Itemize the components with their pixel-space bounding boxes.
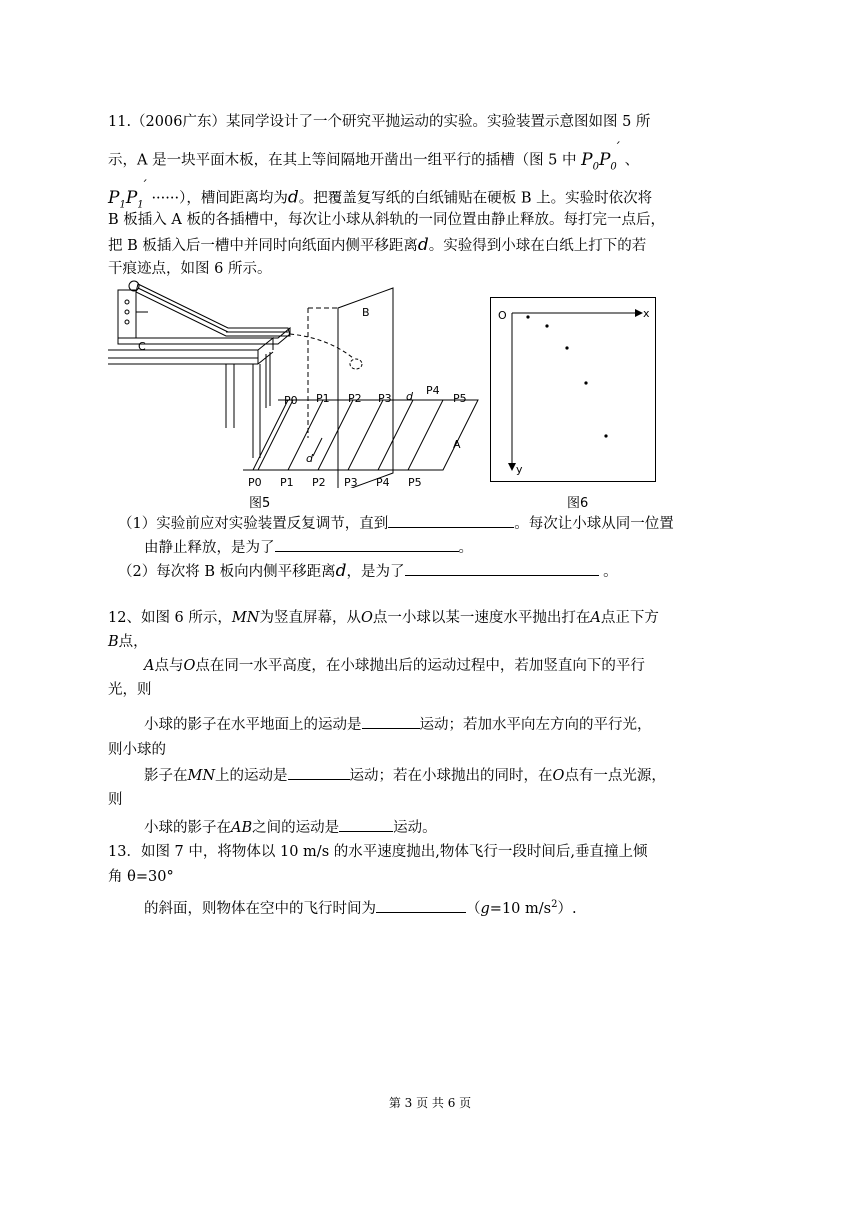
q12-line9 <box>144 817 437 838</box>
trace-dot <box>584 381 587 384</box>
q12-b: B <box>108 634 119 650</box>
fig6-y-label: y <box>516 463 523 476</box>
fig6-x-label: x <box>643 307 650 320</box>
q12-text: 12、如图 6 所示， <box>108 610 232 626</box>
fig5-top-p2: P2 <box>348 392 362 405</box>
q11-line1: 11.（2006广东）某同学设计了一个研究平抛运动的实验。实验装置示意图如图 5 所 <box>108 114 651 130</box>
q12-line1 <box>108 608 659 628</box>
q13-line1: 13．如图 7 中，将物体以 10 m/s 的水平速度抛出,物体飞行一段时间后,垂直撞上倾 <box>108 844 648 860</box>
q11-sub2 <box>118 561 618 582</box>
figure-6 <box>490 297 660 485</box>
d-symbol-1: d <box>287 187 299 208</box>
q13-sup: 2 <box>551 899 558 910</box>
q13-text: ）. <box>557 900 577 917</box>
q12-line2 <box>108 632 148 652</box>
q11-line2-text: 示，A 是一块平面木板，在其上等间隔地开凿出一组平行的插槽（图 5 中 <box>108 152 577 169</box>
answer-blank-1[interactable] <box>388 513 514 528</box>
fig5-label-b: B <box>362 306 370 319</box>
q12-text: 点在同一水平高度，在小球抛出后的运动过程中，若加竖直向下的平行 <box>195 658 645 674</box>
fig5-top-p1: P1 <box>316 392 330 405</box>
q11-sub1-text-c: 由静止释放，是为了 <box>144 540 275 556</box>
q12-text: 运动；若加水平向左方向的平行光， <box>419 717 652 733</box>
q12-text: 小球的影子在水平地面上的运动是 <box>144 717 362 733</box>
fig5-top-p5: P5 <box>453 392 467 405</box>
fig6-origin: O <box>498 309 507 322</box>
fig5-top-p0: P0 <box>284 394 298 407</box>
q12-ab: AB <box>231 820 253 836</box>
q13-line3 <box>144 895 577 919</box>
answer-blank-7[interactable] <box>376 898 466 913</box>
q11-sub1-text-b: 。每次让小球从同一位置 <box>514 516 674 532</box>
q11-sub2-text-a: （2）每次将 B 板向内侧平移距离 <box>118 564 336 580</box>
answer-blank-6[interactable] <box>339 817 393 832</box>
q12-text: 点有一点光源， <box>564 768 666 784</box>
q12-o: O <box>552 768 565 784</box>
fig5-label-d: d <box>406 390 413 403</box>
fig5-label-a: A <box>453 438 461 451</box>
incline-rail <box>136 284 290 336</box>
q12-line7 <box>144 765 666 786</box>
q11-sub2-text-c: 。 <box>598 564 618 580</box>
fig5-bottom-p5: P5 <box>408 476 422 488</box>
q11-sub1-text-d: 。 <box>458 540 473 556</box>
fig6-caption: 图6 <box>567 496 589 511</box>
answer-blank-2[interactable] <box>275 537 459 552</box>
fig5-bottom-p1: P1 <box>280 476 294 488</box>
q12-text: 点， <box>118 634 148 650</box>
q11-line5 <box>108 235 646 256</box>
fig5-bottom-p4: P4 <box>376 476 390 488</box>
q12-text: 点与 <box>154 658 184 674</box>
q12-line3 <box>144 656 645 676</box>
q12-text: 小球的影子在 <box>144 820 231 836</box>
q12-o: O <box>183 658 196 674</box>
q11-sub1-line1 <box>118 513 674 534</box>
trace-dot <box>526 315 529 318</box>
q11-line3-text-a: ······），槽间距离均为 <box>151 190 288 207</box>
fig5-bottom-p2: P2 <box>312 476 326 488</box>
q11-sub1-text-a: （1）实验前应对实验装置反复调节，直到 <box>118 516 389 532</box>
trace-dot <box>545 324 548 327</box>
answer-blank-4[interactable] <box>362 714 420 729</box>
fig5-bottom-p3: P3 <box>344 476 358 488</box>
q12-text: 上的运动是 <box>215 768 288 784</box>
q13-line2: 角 θ=30° <box>108 869 174 885</box>
fig5-bottom-p0: P0 <box>248 476 262 488</box>
q12-a: A <box>590 610 601 626</box>
q11-line5-text-a: 把 B 板插入后一槽中并同时向纸面内侧平移距离 <box>108 238 418 254</box>
q12-mn: MN <box>231 610 260 626</box>
page-footer: 第 3 页 共 6 页 <box>388 1096 472 1110</box>
answer-blank-5[interactable] <box>288 765 350 780</box>
q11-sub1-line2 <box>144 537 473 558</box>
p0p0-symbol: $P_0P_0'$ <box>581 140 620 173</box>
trace-dot <box>565 346 568 349</box>
q11-line6: 干痕迹点，如图 6 所示。 <box>108 261 272 277</box>
fig5-top-p3: P3 <box>378 392 392 405</box>
answer-blank-3[interactable] <box>405 561 599 576</box>
fig5-top-p4: P4 <box>426 384 440 397</box>
q12-line6: 则小球的 <box>108 742 166 758</box>
q12-a: A <box>144 658 155 674</box>
q12-text: 影子在 <box>144 768 188 784</box>
d-symbol-3: d <box>335 561 347 581</box>
p1p1-symbol: $P_1P_1'$ <box>108 178 147 211</box>
q12-o: O <box>360 610 373 626</box>
figure-5 <box>108 278 488 488</box>
q11-line2-sep: 、 <box>624 152 640 169</box>
q11-line2 <box>108 140 640 177</box>
fig5-caption: 图5 <box>249 496 271 511</box>
q12-text: 运动；若在小球抛出的同时，在 <box>349 768 553 784</box>
trace-dot <box>604 434 607 437</box>
d-symbol-2: d <box>417 235 429 255</box>
q13-text: （ <box>466 900 481 917</box>
q12-line5 <box>144 714 652 735</box>
q11-line3-text-b: 。把覆盖复写纸的白纸铺贴在硬板 B 上。实验时依次将 <box>298 190 653 207</box>
q12-text: 之间的运动是 <box>252 820 340 836</box>
q12-text: 点正下方 <box>600 610 659 626</box>
q11-line4: B 板插入 A 板的各插槽中，每次让小球从斜轨的一同位置由静止释放。每打完一点后， <box>108 212 665 228</box>
q13-g: g <box>480 900 490 917</box>
q12-text: 点一小球以某一速度水平抛出打在 <box>372 610 591 626</box>
q12-line4: 光，则 <box>108 682 152 698</box>
fig5-label-c: C <box>138 340 146 353</box>
q13-text: =10 m/s <box>489 900 552 917</box>
fig5-label-d-small: d <box>306 452 313 465</box>
q11-sub2-text-b: ，是为了 <box>346 564 405 580</box>
q12-line8: 则 <box>108 792 123 808</box>
q12-text: 为竖直屏幕，从 <box>259 610 361 626</box>
q12-text: 运动。 <box>393 820 437 836</box>
q12-mn: MN <box>187 768 216 784</box>
q13-text: 的斜面，则物体在空中的飞行时间为 <box>144 900 376 917</box>
q11-line5-text-b: 。实验得到小球在白纸上打下的若 <box>428 238 647 254</box>
